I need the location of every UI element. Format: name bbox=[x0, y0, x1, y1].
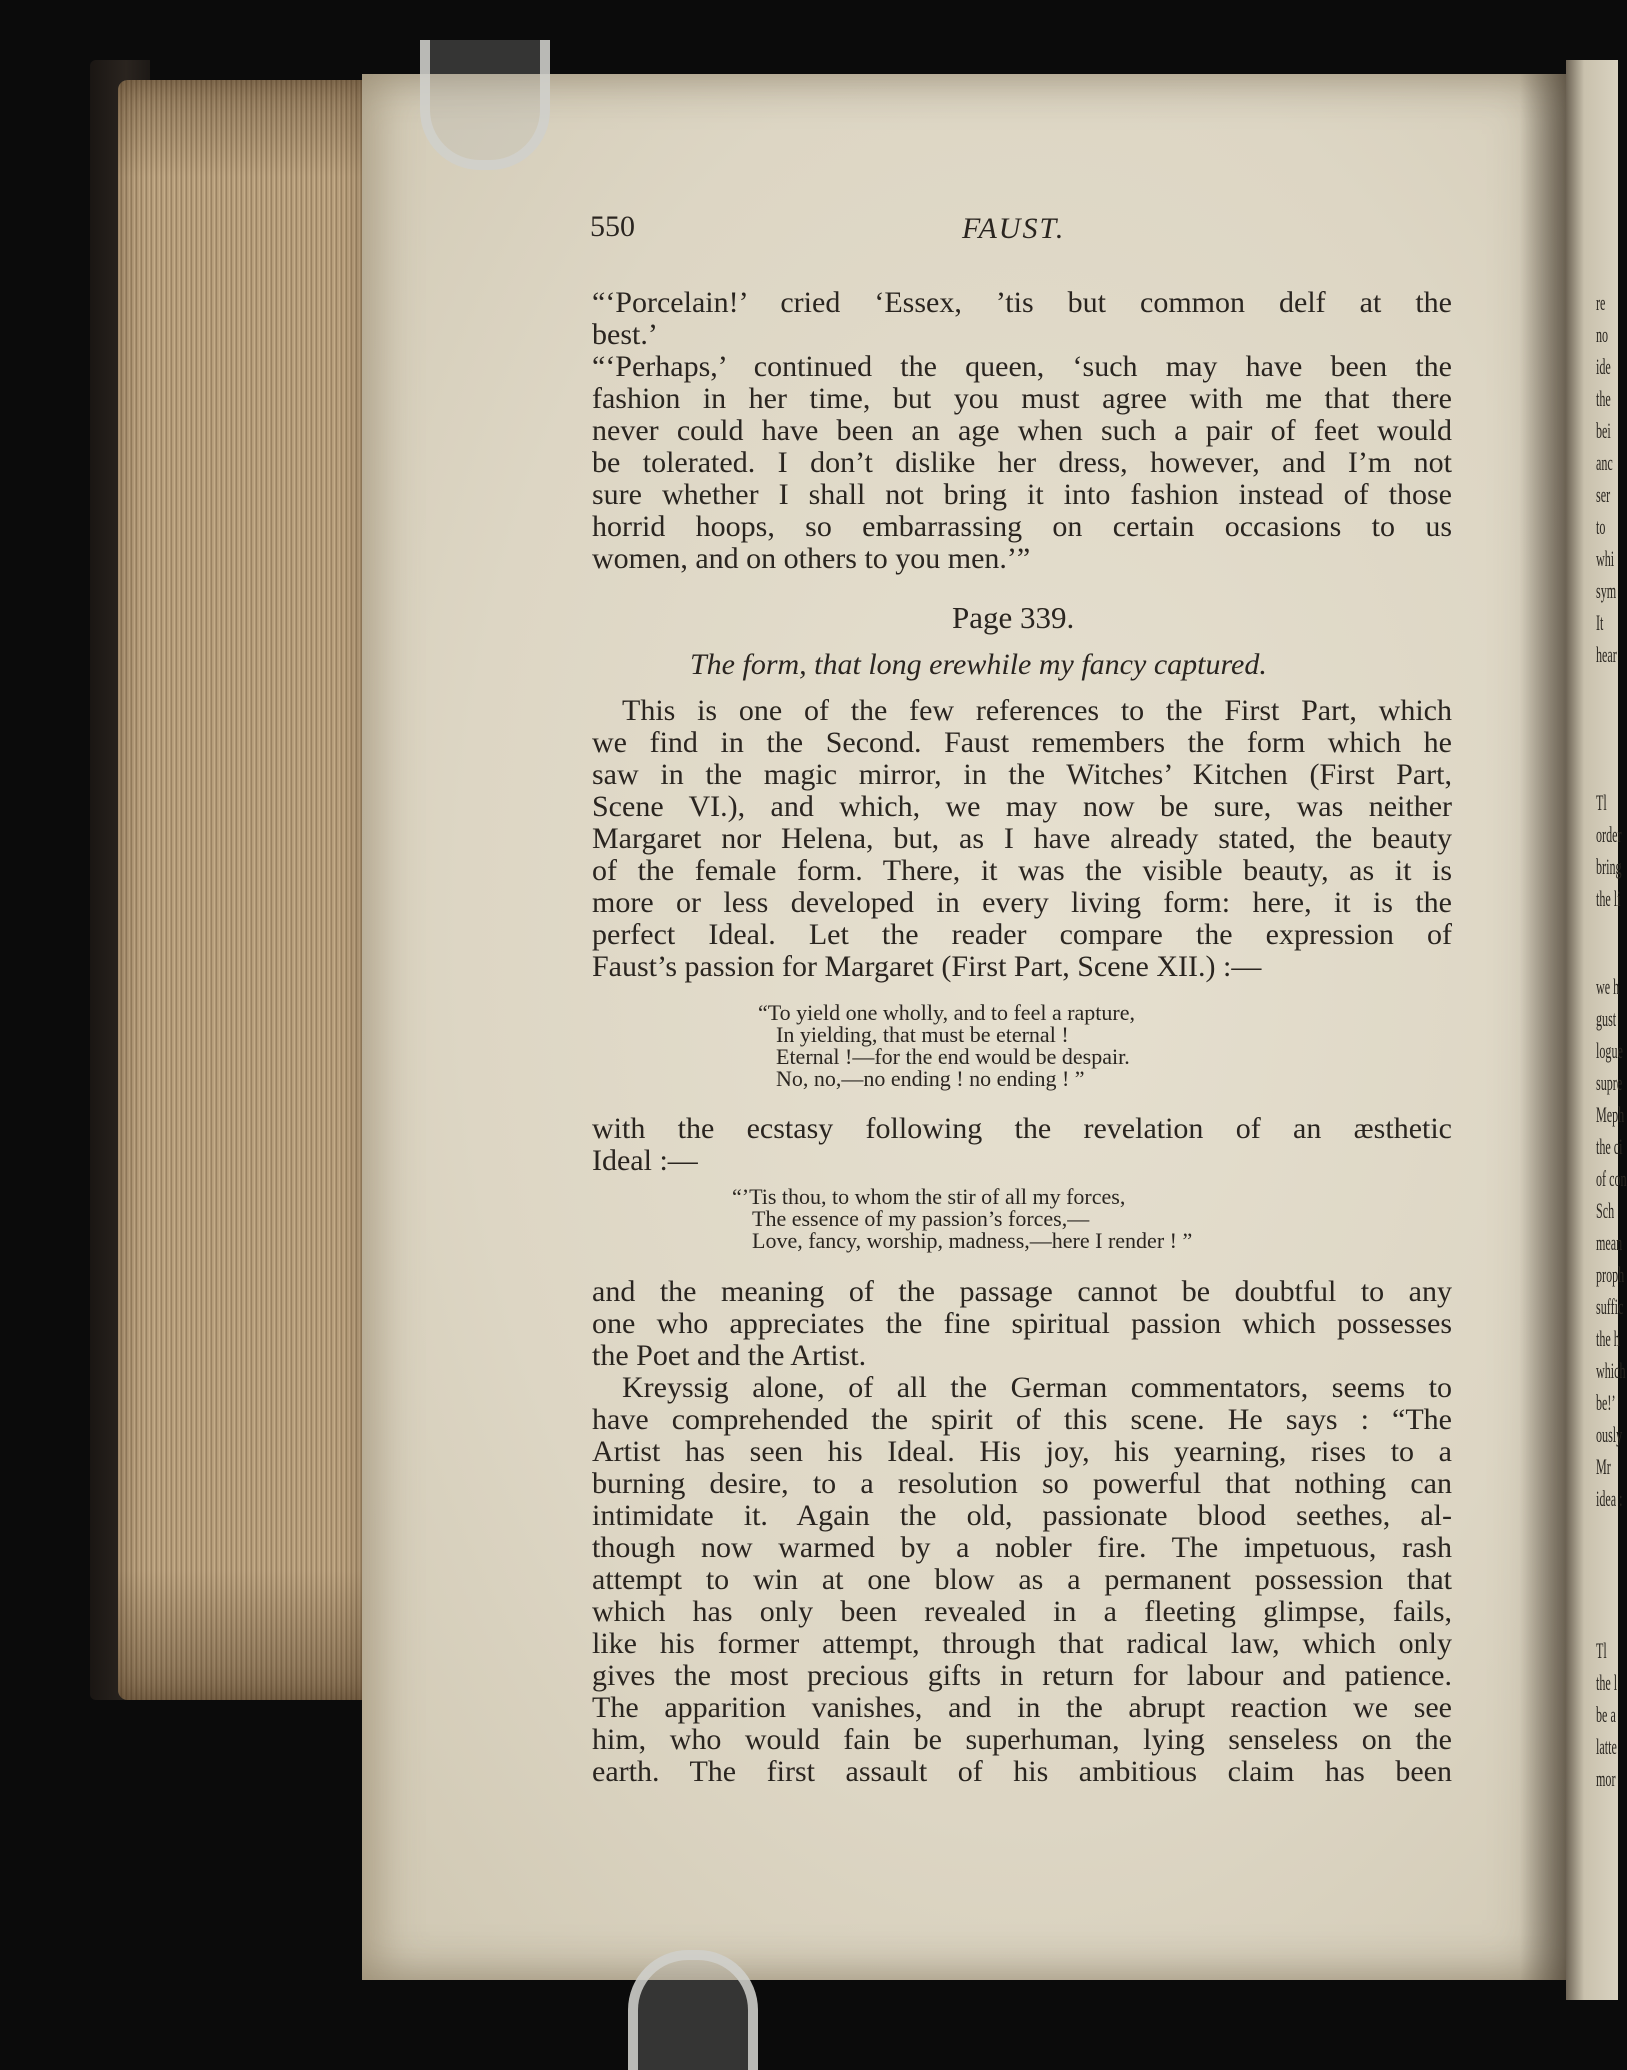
facing-page-fragment: the bbox=[1596, 386, 1611, 411]
text-line: which has only been revealed in a fleeting glimpse, fails, bbox=[592, 1595, 1452, 1628]
facing-page-fragment: we h bbox=[1596, 974, 1620, 999]
facing-page-fragment: which bbox=[1596, 1358, 1626, 1383]
page-clip-top bbox=[420, 40, 550, 170]
facing-page-fragment: re bbox=[1596, 290, 1606, 315]
text-line: the Poet and the Artist. bbox=[592, 1339, 867, 1372]
page-gutter-shadow bbox=[1520, 74, 1570, 1980]
facing-page-fragment: mor bbox=[1596, 1766, 1616, 1791]
text-line: This is one of the few references to the First Part, which bbox=[622, 694, 1452, 727]
text-line: intimidate it. Again the old, passionate blood seethes, al- bbox=[592, 1499, 1452, 1532]
facing-page-fragment: latte bbox=[1596, 1734, 1617, 1759]
facing-page-fragment: Mr bbox=[1596, 1454, 1611, 1479]
facing-page-fragment: bei bbox=[1596, 418, 1611, 443]
text-line: attempt to win at one blow as a permanent possession that bbox=[592, 1563, 1452, 1596]
running-title: FAUST. bbox=[962, 212, 1066, 245]
facing-page-fragment: supre bbox=[1596, 1070, 1623, 1095]
text-line: fashion in her time, but you must agree with me that there bbox=[592, 382, 1452, 415]
facing-page-fragment: be!’ bbox=[1596, 1390, 1616, 1415]
text-line: best.’ bbox=[592, 318, 658, 351]
text-line: and the meaning of the passage cannot be doubtful to any bbox=[592, 1275, 1452, 1308]
text-line: gives the most precious gifts in return for labour and patience. bbox=[592, 1659, 1452, 1692]
text-line: of the female form. There, it was the visible beauty, as it is bbox=[592, 854, 1452, 887]
facing-page-fragment: gust bbox=[1596, 1006, 1617, 1031]
facing-page-fragment: Tl bbox=[1596, 790, 1607, 815]
verse-line: “To yield one wholly, and to feel a rapture, bbox=[758, 1000, 1136, 1025]
facing-page-fragment: sym bbox=[1596, 578, 1617, 603]
facing-page-fragment: the l bbox=[1596, 1670, 1618, 1695]
facing-page-fragment: no bbox=[1596, 322, 1609, 347]
section-heading: Page 339. bbox=[952, 600, 1075, 635]
text-line: though now warmed by a nobler fire. The impetuous, rash bbox=[592, 1531, 1452, 1564]
facing-page-fragment: suffic bbox=[1596, 1294, 1624, 1319]
facing-page-fragment: ser bbox=[1596, 482, 1611, 507]
text-line: never could have been an age when such a pair of feet would bbox=[592, 414, 1452, 447]
facing-page-fragment: the ci bbox=[1596, 1134, 1623, 1159]
text-line: women, and on others to you men.’” bbox=[592, 542, 1031, 575]
verse-line: In yielding, that must be eternal ! bbox=[776, 1022, 1069, 1047]
text-line: more or less developed in every living form: here, it is the bbox=[592, 886, 1452, 919]
text-line: Ideal :— bbox=[592, 1144, 698, 1177]
text-line: Kreyssig alone, of all the German commentators, seems to bbox=[622, 1371, 1452, 1404]
page-block-edges bbox=[118, 80, 368, 1700]
text-line: like his former attempt, through that radical law, which only bbox=[592, 1627, 1452, 1660]
facing-page-fragment: It bbox=[1596, 610, 1604, 635]
text-line: horrid hoops, so embarrassing on certain occasions to us bbox=[592, 510, 1452, 543]
facing-page-fragment: whi bbox=[1596, 546, 1615, 571]
page-clip-bottom bbox=[628, 1950, 758, 2070]
facing-page bbox=[1566, 60, 1627, 2000]
facing-page-fragment: idea : bbox=[1596, 1486, 1623, 1511]
verse-line: Love, fancy, worship, madness,—here I render ! ” bbox=[752, 1228, 1193, 1253]
facing-page-fragment: proph bbox=[1596, 1262, 1625, 1287]
facing-page-fragment: logue bbox=[1596, 1038, 1623, 1063]
text-line: earth. The first assault of his ambitious claim has been bbox=[592, 1755, 1452, 1788]
verse-line: No, no,—no ending ! no ending ! ” bbox=[776, 1066, 1085, 1091]
facing-page-fragment: ide bbox=[1596, 354, 1611, 379]
text-line: burning desire, to a resolution so powerful that nothing can bbox=[592, 1467, 1452, 1500]
facing-page-fragment: of con bbox=[1596, 1166, 1627, 1191]
page-number: 550 bbox=[590, 210, 635, 243]
text-line: be tolerated. I don’t dislike her dress, however, and I’m not bbox=[592, 446, 1452, 479]
facing-page-fragment: order bbox=[1596, 822, 1622, 847]
text-line: have comprehended the spirit of this scene. He says : “The bbox=[592, 1403, 1452, 1436]
text-line: Artist has seen his Ideal. His joy, his yearning, rises to a bbox=[592, 1435, 1452, 1468]
verse-line: Eternal !—for the end would be despair. bbox=[776, 1044, 1130, 1069]
facing-page-fragment: the li bbox=[1596, 886, 1621, 911]
facing-page-fragment: bring bbox=[1596, 854, 1622, 879]
facing-page-fragment: the h bbox=[1596, 1326, 1620, 1351]
text-line: sure whether I shall not bring it into fashion instead of those bbox=[592, 478, 1452, 511]
facing-page-fragment: Meph bbox=[1596, 1102, 1625, 1127]
text-line: Margaret nor Helena, but, as I have already stated, the beauty bbox=[592, 822, 1452, 855]
facing-page-fragment: Sch bbox=[1596, 1198, 1615, 1223]
text-line: one who appreciates the fine spiritual passion which possesses bbox=[592, 1307, 1452, 1340]
facing-page-fragment: hear bbox=[1596, 642, 1617, 667]
text-line: The apparition vanishes, and in the abrupt reaction we see bbox=[592, 1691, 1452, 1724]
facing-page-fragment: mean bbox=[1596, 1230, 1623, 1255]
section-subheading: The form, that long erewhile my fancy captured. bbox=[690, 648, 1267, 681]
facing-page-fragment: be a bbox=[1596, 1702, 1616, 1727]
facing-page-fragment: Tl bbox=[1596, 1638, 1607, 1663]
text-line: “‘Porcelain!’ cried ‘Essex, ’tis but common delf at the bbox=[592, 286, 1452, 319]
verse-line: “’Tis thou, to whom the stir of all my forces, bbox=[732, 1184, 1126, 1209]
text-line: we find in the Second. Faust remembers the form which he bbox=[592, 726, 1452, 759]
text-line: perfect Ideal. Let the reader compare the expression of bbox=[592, 918, 1452, 951]
text-line: saw in the magic mirror, in the Witches’ Kitchen (First Part, bbox=[592, 758, 1452, 791]
facing-page-fragment: to bbox=[1596, 514, 1606, 539]
text-line: Faust’s passion for Margaret (First Part, Scene XII.) :— bbox=[592, 950, 1262, 983]
text-line: “‘Perhaps,’ continued the queen, ‘such may have been the bbox=[592, 350, 1452, 383]
text-line: him, who would fain be superhuman, lying senseless on the bbox=[592, 1723, 1452, 1756]
verse-line: The essence of my passion’s forces,— bbox=[752, 1206, 1090, 1231]
facing-page-fragment: ously bbox=[1596, 1422, 1623, 1447]
text-line: Scene VI.), and which, we may now be sure, was neither bbox=[592, 790, 1452, 823]
text-line: with the ecstasy following the revelation of an æsthetic bbox=[592, 1112, 1452, 1145]
facing-page-fragment: anc bbox=[1596, 450, 1613, 475]
